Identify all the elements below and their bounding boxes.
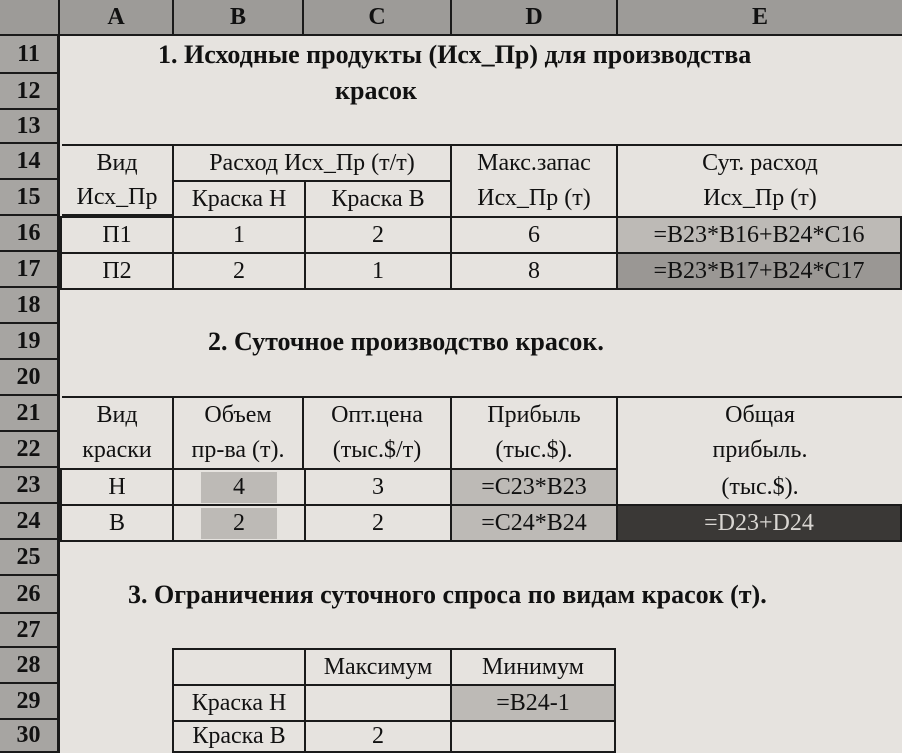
cell-b24-value: 2 bbox=[201, 508, 277, 539]
cell-b30[interactable]: Краска В bbox=[172, 720, 306, 753]
cell-c22[interactable]: (тыс.$/т) bbox=[304, 432, 452, 470]
row-header[interactable]: 19 bbox=[0, 324, 60, 360]
column-header-c[interactable]: C bbox=[304, 0, 452, 36]
section3-title: 3. Ограничения суточного спроса по видам красок (т). bbox=[128, 580, 767, 609]
row-header[interactable]: 26 bbox=[0, 576, 60, 614]
cell-a21[interactable]: Вид bbox=[62, 396, 174, 432]
cell-e23[interactable]: (тыс.$). bbox=[721, 473, 799, 500]
cell-e14[interactable]: Сут. расход bbox=[618, 144, 902, 180]
cell-a24[interactable]: В bbox=[60, 504, 174, 542]
cell-b15[interactable]: Краска Н bbox=[172, 180, 306, 218]
cell-c23[interactable]: 3 bbox=[304, 468, 452, 506]
cell-c30[interactable]: 2 bbox=[304, 720, 452, 753]
row-header[interactable]: 17 bbox=[0, 252, 60, 288]
cell-b28[interactable] bbox=[172, 648, 306, 686]
row-header[interactable]: 16 bbox=[0, 216, 60, 252]
section1-title-line2: красок bbox=[335, 76, 417, 105]
row-header[interactable]: 15 bbox=[0, 180, 60, 216]
row-header[interactable]: 28 bbox=[0, 648, 60, 684]
cell-b14-c14-merged[interactable]: Расход Исх_Пр (т/т) bbox=[172, 144, 452, 182]
cell-c17[interactable]: 1 bbox=[304, 252, 452, 290]
cell-a16[interactable]: П1 bbox=[60, 216, 174, 254]
cell-c24[interactable]: 2 bbox=[304, 504, 452, 542]
select-all-corner[interactable] bbox=[0, 0, 60, 36]
row-header[interactable]: 30 bbox=[0, 720, 60, 753]
cell-b17[interactable]: 2 bbox=[172, 252, 306, 290]
cell-b23[interactable] bbox=[172, 468, 306, 506]
column-header-a[interactable]: A bbox=[60, 0, 174, 36]
cell-d16[interactable]: 6 bbox=[450, 216, 618, 254]
cell-c28[interactable]: Максимум bbox=[304, 648, 452, 686]
row-header[interactable]: 13 bbox=[0, 110, 60, 144]
cell-d17[interactable]: 8 bbox=[450, 252, 618, 290]
cell-e16-formula[interactable]: =B23*B16+B24*C16 bbox=[616, 216, 902, 254]
cell-e24-total-formula[interactable]: =D23+D24 bbox=[616, 504, 902, 542]
cell-a22[interactable]: краски bbox=[62, 432, 174, 470]
cell-d14[interactable]: Макс.запас bbox=[452, 144, 618, 180]
cell-b24[interactable] bbox=[172, 504, 306, 542]
cell-e15[interactable]: Исх_Пр (т) bbox=[618, 180, 902, 218]
cell-d15[interactable]: Исх_Пр (т) bbox=[452, 180, 618, 218]
cell-e21[interactable]: Общая bbox=[618, 396, 902, 432]
cell-a14[interactable]: Вид bbox=[62, 144, 174, 180]
section2-title: 2. Суточное производство красок. bbox=[208, 327, 604, 356]
cell-d29-formula[interactable]: =B24-1 bbox=[450, 684, 616, 722]
row-header[interactable]: 21 bbox=[0, 396, 60, 432]
cell-c21[interactable]: Опт.цена bbox=[304, 396, 452, 432]
column-header-e[interactable]: E bbox=[618, 0, 902, 36]
cell-b23-value: 4 bbox=[201, 472, 277, 503]
cell-d22[interactable]: (тыс.$). bbox=[452, 432, 618, 470]
cell-d30[interactable] bbox=[450, 720, 616, 753]
cell-c15[interactable]: Краска В bbox=[304, 180, 452, 218]
row-header[interactable]: 25 bbox=[0, 540, 60, 576]
cell-b29[interactable]: Краска Н bbox=[172, 684, 306, 722]
cell-d23-formula[interactable]: =C23*B23 bbox=[450, 468, 618, 506]
section1-title-line1: 1. Исходные продукты (Исх_Пр) для производства bbox=[158, 40, 752, 69]
cell-e22[interactable]: прибыль. bbox=[712, 436, 808, 463]
row-header[interactable]: 24 bbox=[0, 504, 60, 540]
row-header[interactable]: 14 bbox=[0, 144, 60, 180]
row-header[interactable]: 27 bbox=[0, 614, 60, 648]
row-header[interactable]: 11 bbox=[0, 36, 60, 74]
row-header[interactable]: 12 bbox=[0, 74, 60, 110]
cell-b16[interactable]: 1 bbox=[172, 216, 306, 254]
cell-c16[interactable]: 2 bbox=[304, 216, 452, 254]
cell-c29[interactable] bbox=[304, 684, 452, 722]
cell-a17[interactable]: П2 bbox=[60, 252, 174, 290]
row-header[interactable]: 18 bbox=[0, 288, 60, 324]
cell-b21[interactable]: Объем bbox=[174, 396, 304, 432]
row-header[interactable]: 23 bbox=[0, 468, 60, 504]
cell-a15[interactable]: Исх_Пр bbox=[62, 180, 174, 216]
column-header-b[interactable]: B bbox=[174, 0, 304, 36]
row-header[interactable]: 22 bbox=[0, 432, 60, 468]
row-header[interactable]: 20 bbox=[0, 360, 60, 396]
cell-d28[interactable]: Минимум bbox=[450, 648, 616, 686]
cell-b22[interactable]: пр-ва (т). bbox=[174, 432, 304, 470]
cell-d24-formula[interactable]: =C24*B24 bbox=[450, 504, 618, 542]
cell-e17-formula[interactable]: =B23*B17+B24*C17 bbox=[616, 252, 902, 290]
cell-a23[interactable]: Н bbox=[60, 468, 174, 506]
cell-d21[interactable]: Прибыль bbox=[452, 396, 618, 432]
column-header-d[interactable]: D bbox=[452, 0, 618, 36]
row-header[interactable]: 29 bbox=[0, 684, 60, 720]
